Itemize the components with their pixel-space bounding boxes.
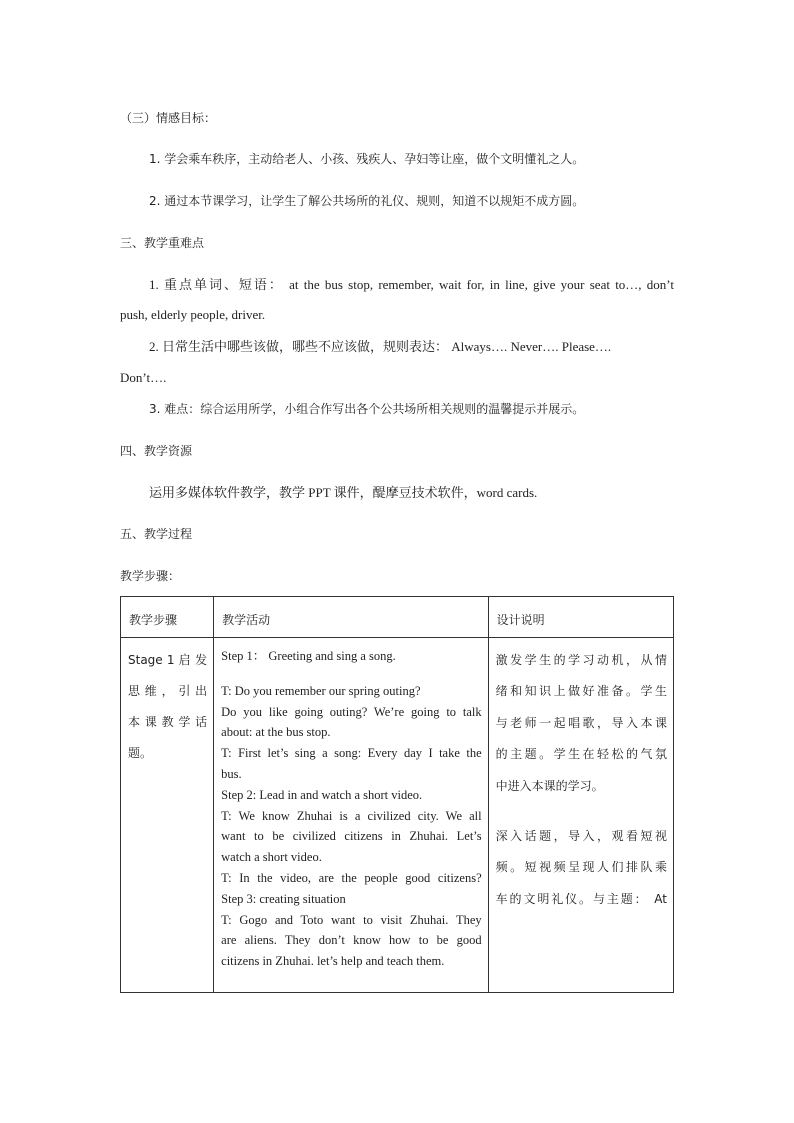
affective-heading: （三）情感目标：	[120, 111, 217, 125]
header-label: 教学活动	[222, 613, 271, 627]
key-item-3: 3. 难点：综合运用所学，小组合作写出各个公共场所相关规则的温馨提示并展示。	[149, 402, 585, 416]
design-line: 与老师一起唱歌，导入本课	[495, 715, 667, 730]
activity-line: Step 1： Greeting and sing a song.	[221, 649, 396, 663]
design-line: 深入话题，导入，观看短视	[495, 829, 667, 844]
stage-line: 本 课 教 学 话	[128, 715, 208, 729]
design-line: 的主题。学生在轻松的气氛	[495, 747, 667, 762]
key-item-1-line-2: push, elderly people, driver.	[120, 307, 266, 322]
activity-line: T: Gogo and Toto want to visit Zhuhai. They	[221, 912, 482, 927]
design-line: 频。短视频呈现人们排队乘	[495, 860, 667, 875]
activity-line: T: In the video, are the people good citizens?	[221, 870, 482, 885]
design-line: 车的文明礼仪。与主题： At	[495, 891, 667, 906]
design-line: 绪和知识上做好准备。学生	[495, 684, 667, 699]
header-cell-activity	[214, 597, 488, 638]
activity-line: want to be civilized citizens in Zhuhai. Let’s	[221, 829, 482, 844]
resources-text: 运用多媒体软件教学，教学 PPT 课件，醍摩豆技术软件，word cards.	[149, 485, 538, 500]
activity-line: T: First let’s sing a song: Every day I take the	[221, 746, 482, 761]
activity-line: Step 2: Lead in and watch a short video.	[221, 787, 423, 802]
resources-heading: 四、教学资源	[120, 444, 193, 458]
table-row	[121, 638, 674, 993]
steps-label: 教学步骤：	[120, 569, 181, 583]
activity-line: Step 3: creating situation	[221, 891, 346, 906]
design-cell	[488, 638, 673, 993]
activity-line: citizens in Zhuhai. let’s help and teach them.	[221, 954, 445, 969]
header-label: 教学步骤	[129, 613, 178, 627]
activity-line: watch a short video.	[221, 850, 322, 865]
activity-line: bus.	[221, 766, 242, 781]
key-item-2-line-1: 2. 日常生活中哪些该做，哪些不应该做，规则表达： Always…. Never…. Please….	[149, 339, 612, 354]
design-line: 中进入本课的学习。	[495, 778, 604, 793]
header-cell-steps	[121, 597, 214, 638]
process-heading: 五、教学过程	[120, 527, 193, 541]
activity-line: T: Do you remember our spring outing?	[221, 683, 421, 698]
activity-line: are aliens. They don’t know how to be good	[221, 933, 482, 948]
activity-cell	[214, 638, 488, 993]
activity-line: Do you like going outing? We’re going to talk	[221, 704, 482, 719]
teaching-steps-table	[120, 596, 674, 993]
affective-item-1: 1. 学会乘车秩序，主动给老人、小孩、残疾人、孕妇等让座，做个文明懂礼之人。	[149, 152, 585, 166]
key-item-2-line-2: Don’t….	[120, 370, 167, 385]
header-label: 设计说明	[496, 613, 545, 627]
key-item-1-line-1: 1. 重点单词、短语： at the bus stop, remember, wait for, in line, give your seat to…, don’t	[149, 277, 674, 292]
affective-item-2: 2. 通过本节课学习，让学生了解公共场所的礼仪、规则，知道不以规矩不成方圆。	[149, 194, 585, 208]
activity-line: about: at the bus stop.	[221, 725, 331, 740]
table-header-row	[121, 597, 674, 638]
stage-cell	[121, 638, 214, 993]
design-line: 激发学生的学习动机，从情	[495, 653, 667, 667]
stage-line: 题。	[128, 746, 153, 760]
key-points-heading: 三、教学重难点	[120, 236, 205, 250]
activity-line: T: We know Zhuhai is a civilized city. We all	[221, 808, 482, 823]
stage-line: Stage 1 启 发	[128, 653, 208, 667]
stage-line: 思 维 ， 引 出	[128, 684, 208, 698]
header-cell-design	[488, 597, 673, 638]
